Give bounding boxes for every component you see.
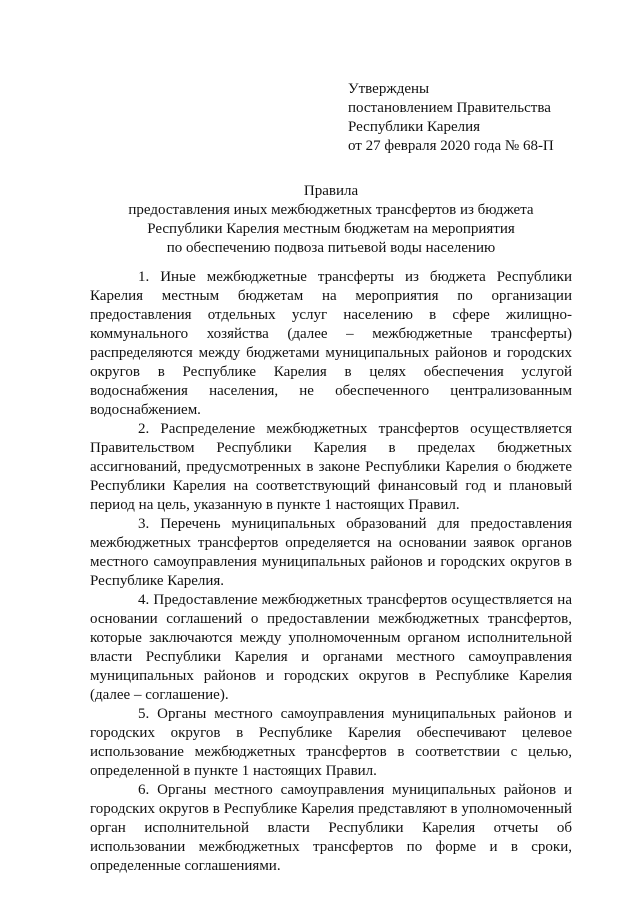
approval-line-3: Республики Карелия [348,119,481,135]
paragraph-2: 2. Распределение межбюджетных трансфертов осуществляется Правительством Республики Карелия в пределах бюджетных ассигнований, предусмотренных в законе Республики Карелия о бюджете Республики Карелия на соответствующий финансовый год и плановый период на цель, указанную в пункте 1 настоящих Правил. [90,421,572,513]
paragraph-3: 3. Перечень муниципальных образований для предоставления межбюджетных трансфертов определяется на основании заявок органов местного самоуправления муниципальных районов и городских округов в Республике Карелия. [90,516,572,589]
approval-line-2: постановлением Правительства [348,100,551,116]
paragraph-5: 5. Органы местного самоуправления муниципальных районов и городских округов в Республике Карелия обеспечивают целевое использование межбюджетных трансфертов в соответствии с целью, определенной в пункте 1 настоящих Правил. [90,706,572,779]
title-line-3: по обеспечению подвоза питьевой воды населению [166,240,496,256]
approval-stamp [348,80,618,156]
title-heading: Правила [303,183,359,199]
document-body [90,268,572,876]
title-line-2: Республики Карелия местным бюджетам на мероприятия [147,221,515,237]
document-title [90,182,572,258]
paragraph-1: 1. Иные межбюджетные трансферты из бюджета Республики Карелия местным бюджетам на мероприятия по организации предоставления отдельных услуг населению в сфере жилищно-коммунального хозяйства (далее – межбюджетные трансферты) распределяются между бюджетами муниципальных районов и городских округов в Республике Карелия в целях обеспечения услугой водоснабжения населения, не обеспеченного централизованным водоснабжением. [90,269,572,418]
paragraph-6: 6. Органы местного самоуправления муниципальных районов и городских округов в Республике Карелия представляют в уполномоченный орган исполнительной власти Республики Карелия отчеты об использовании межбюджетных трансфертов по форме и в сроки, определенные соглашениями. [90,782,572,874]
title-line-1: предоставления иных межбюджетных трансфертов из бюджета [128,202,534,218]
paragraph-4: 4. Предоставление межбюджетных трансфертов осуществляется на основании соглашений о предоставлении межбюджетных трансфертов, которые заключаются между уполномоченным органом исполнительной власти Республики Карелия и органами местного самоуправления муниципальных районов и городских округов в Республике Карелия (далее – соглашение). [90,592,572,703]
approval-line-1: Утверждены [348,81,430,97]
approval-line-4: от 27 февраля 2020 года № 68-П [348,138,554,154]
